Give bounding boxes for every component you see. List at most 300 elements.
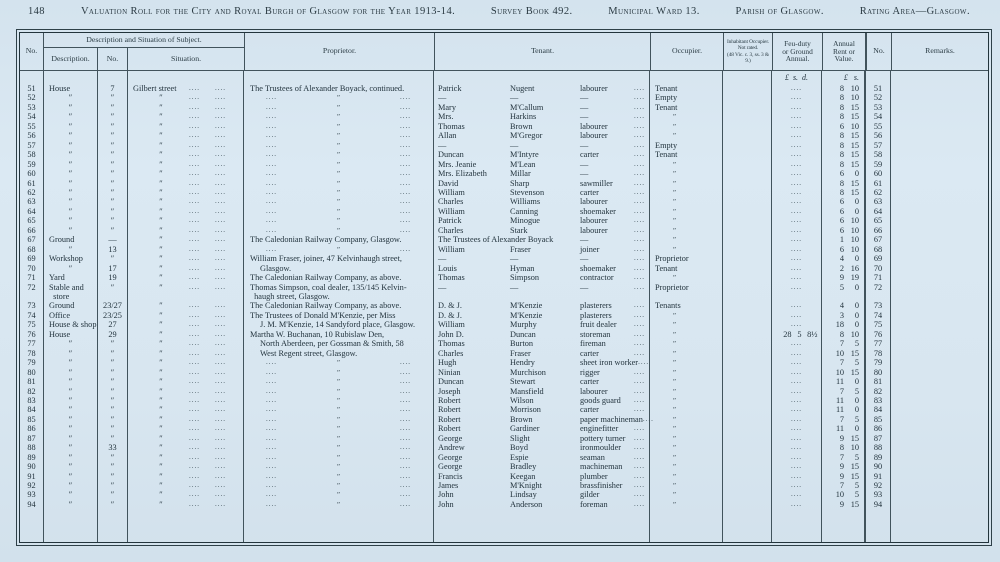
- cell-street-no: 27: [98, 320, 128, 329]
- cell-situation: ″ .... ....: [128, 424, 244, 433]
- dot-leader: ....: [634, 490, 645, 499]
- cell-entry-no-right: 73: [866, 301, 891, 310]
- cell-feu-duty: [772, 472, 822, 481]
- dot-leader: ....: [634, 178, 645, 187]
- cell-occupier: [650, 387, 723, 396]
- proprietor-text: The Caledonian Railway Company, as above.: [250, 273, 402, 283]
- dot-leader: ....: [634, 131, 645, 140]
- dot-leader: ....: [215, 358, 226, 367]
- dot-leader: ....: [215, 367, 226, 376]
- proprietor-ditto: .... ″ ....: [266, 367, 411, 377]
- cell-entry-no-right: 62: [866, 188, 891, 197]
- dot-leader: ....: [189, 424, 200, 433]
- cell-annual-rent: 9 15: [822, 462, 866, 471]
- occupier-ditto: ″: [673, 169, 677, 179]
- cell-tenant: [434, 93, 650, 102]
- cell-description: ″: [44, 179, 98, 188]
- table-row: [20, 358, 988, 367]
- cell-feu-duty: [772, 141, 822, 150]
- dot-leader: ....: [189, 377, 200, 386]
- table-row: [20, 405, 988, 414]
- proprietor-ditto: .... ″ ....: [266, 93, 411, 103]
- cell-situation: ″ .... ....: [128, 481, 244, 490]
- cell-inhabitant-occupier: [723, 320, 772, 329]
- dot-leader: ....: [189, 216, 200, 225]
- cell-proprietor: [244, 443, 434, 452]
- cell-description: ″: [44, 387, 98, 396]
- cell-entry-no-right: 71: [866, 273, 891, 282]
- cell-entry-no-right: 81: [866, 377, 891, 386]
- dot-leader: ....: [215, 244, 226, 253]
- dot-leader: ....: [634, 254, 645, 263]
- dot-leader: ....: [634, 471, 645, 480]
- cell-description: House: [44, 84, 98, 93]
- cell-proprietor: [244, 216, 434, 225]
- cell-annual-rent: 6 10: [822, 122, 866, 131]
- dot-leader: ....: [189, 329, 200, 338]
- tenant-surname: M'Kenzie: [510, 310, 543, 320]
- cell-proprietor: [244, 179, 434, 188]
- cell-street-no: 7: [98, 84, 128, 93]
- cell-feu-duty: [772, 283, 822, 302]
- cell-description: Stable and store: [44, 283, 98, 302]
- cell-situation: ″ .... ....: [128, 387, 244, 396]
- tenant-surname: M'Knight: [510, 481, 542, 491]
- cell-description: ″: [44, 245, 98, 254]
- header-description: Description.: [44, 48, 98, 70]
- cell-feu-duty: [772, 500, 822, 509]
- dot-leader: ....: [634, 348, 645, 357]
- table-row: [20, 226, 988, 235]
- cell-entry-no-right: 51: [866, 84, 891, 93]
- tenant-forename: John D.: [438, 329, 464, 339]
- cell-annual-rent: 7 5: [822, 453, 866, 462]
- tenant-occupation: labourer: [580, 197, 608, 207]
- cell-situation: ″ .... ....: [128, 472, 244, 481]
- table-row: [20, 283, 988, 302]
- dot-leader: ....: [634, 462, 645, 471]
- cell-entry-no-right: 72: [866, 283, 891, 302]
- dot-leader: ....: [189, 178, 200, 187]
- cell-entry-no: 83: [20, 396, 44, 405]
- header-street-no: No.: [98, 48, 128, 70]
- tenant-surname: Fraser: [510, 348, 531, 358]
- dot-leader: ....: [189, 339, 200, 348]
- dot-leader: ....: [791, 377, 802, 386]
- cell-occupier: [650, 434, 723, 443]
- occupier-ditto: ″: [673, 490, 677, 500]
- table-row: [20, 481, 988, 490]
- occupier-ditto: ″: [673, 273, 677, 283]
- occupier-ditto: ″: [673, 367, 677, 377]
- dot-leader: ....: [215, 84, 226, 92]
- cell-situation: ″ .... ....: [128, 150, 244, 159]
- dot-leader: ....: [634, 320, 645, 329]
- cell-entry-no: 53: [20, 103, 44, 112]
- tenant-forename: James: [438, 481, 459, 491]
- cell-entry-no-right: 69: [866, 254, 891, 263]
- cell-street-no: ″: [98, 490, 128, 499]
- cell-situation: ″ .... ....: [128, 226, 244, 235]
- tenant-forename: Patrick: [438, 216, 462, 226]
- tenant-forename: Duncan: [438, 377, 464, 387]
- dot-leader: ....: [189, 490, 200, 499]
- cell-entry-no-right: 59: [866, 160, 891, 169]
- proprietor-text: Glasgow.: [260, 263, 292, 273]
- dot-leader: ....: [215, 216, 226, 225]
- cell-entry-no: 68: [20, 245, 44, 254]
- cell-situation: ″ .... ....: [128, 462, 244, 471]
- dot-leader: ....: [189, 452, 200, 461]
- dot-leader: ....: [634, 121, 645, 130]
- dot-leader: ....: [791, 187, 802, 196]
- cell-occupier: [650, 481, 723, 490]
- tenant-forename: Mrs. Elizabeth: [438, 169, 487, 179]
- tenant-occupation: carter: [580, 377, 599, 387]
- cell-feu-duty: [772, 368, 822, 377]
- tenant-occupation: carter: [580, 150, 599, 160]
- cell-entry-no-right: 78: [866, 349, 891, 358]
- cell-proprietor: [244, 301, 434, 310]
- occupier-status: Empty: [655, 140, 678, 150]
- dot-leader: ....: [215, 443, 226, 452]
- dot-leader: ....: [189, 405, 200, 414]
- dot-leader: ....: [189, 386, 200, 395]
- cell-situation: ″ .... ....: [128, 349, 244, 358]
- dot-leader: ....: [215, 93, 226, 102]
- occupier-ditto: ″: [673, 386, 677, 396]
- tenant-forename: D. & J.: [438, 310, 462, 320]
- cell-remarks: [891, 387, 988, 396]
- table-row: [20, 339, 988, 348]
- occupier-status: Tenant: [655, 102, 678, 112]
- cell-occupier: [650, 169, 723, 178]
- tenant-surname: Morrison: [510, 405, 541, 415]
- cell-remarks: [891, 330, 988, 339]
- table-row: [20, 216, 988, 225]
- dot-leader: ....: [791, 225, 802, 234]
- cell-entry-no-right: 89: [866, 453, 891, 462]
- cell-tenant: [434, 481, 650, 490]
- cell-tenant: [434, 160, 650, 169]
- cell-inhabitant-occupier: [723, 396, 772, 405]
- cell-occupier: [650, 415, 723, 424]
- cell-remarks: [891, 500, 988, 509]
- cell-tenant: [434, 405, 650, 414]
- cell-entry-no: 92: [20, 481, 44, 490]
- tenant-surname: Hyman: [510, 263, 535, 273]
- cell-entry-no: 54: [20, 112, 44, 121]
- cell-entry-no-right: 94: [866, 500, 891, 509]
- cell-description: ″: [44, 122, 98, 131]
- cell-occupier: [650, 301, 723, 310]
- tenant-surname: Nugent: [510, 84, 535, 93]
- cell-tenant: [434, 188, 650, 197]
- tenant-surname: Hendry: [510, 358, 535, 368]
- header-feu-duty: Feu-duty or Ground Annual.: [773, 33, 823, 70]
- cell-remarks: [891, 160, 988, 169]
- tenant-forename: Charles: [438, 225, 464, 235]
- tenant-occupation: plasterers: [580, 310, 612, 320]
- cell-occupier: [650, 453, 723, 462]
- cell-entry-no-right: 86: [866, 424, 891, 433]
- cell-description: Yard: [44, 273, 98, 282]
- valuation-table-frame: [16, 29, 992, 546]
- proprietor-ditto: .... ″ ....: [266, 150, 411, 160]
- header-description-group: [44, 33, 245, 70]
- dot-leader: ....: [634, 282, 645, 291]
- occupier-ditto: ″: [673, 159, 677, 169]
- tenant-occupation: shoemaker: [580, 206, 616, 216]
- dot-leader: ....: [215, 377, 226, 386]
- cell-remarks: [891, 415, 988, 424]
- cell-proprietor: [244, 490, 434, 499]
- table-row: [20, 500, 988, 509]
- cell-street-no: ″: [98, 500, 128, 509]
- cell-occupier: [650, 368, 723, 377]
- header-no: No.: [20, 33, 44, 70]
- dot-leader: ....: [634, 386, 645, 395]
- cell-entry-no-right: 66: [866, 226, 891, 235]
- cell-feu-duty: [772, 424, 822, 433]
- tenant-occupation: paper machineman: [580, 414, 643, 424]
- dot-leader: ....: [189, 263, 200, 272]
- cell-tenant: [434, 103, 650, 112]
- table-row: [20, 235, 988, 244]
- tenant-forename: Robert: [438, 414, 461, 424]
- cell-proprietor: [244, 93, 434, 102]
- cell-description: ″: [44, 188, 98, 197]
- cell-description: House & shop: [44, 320, 98, 329]
- dot-leader: ....: [215, 225, 226, 234]
- dot-leader: ....: [634, 405, 645, 414]
- cell-feu-duty: [772, 197, 822, 206]
- cell-annual-rent: 8 15: [822, 160, 866, 169]
- dot-leader: ....: [634, 169, 645, 178]
- tenant-occupation: seaman: [580, 452, 605, 462]
- table-row: [20, 472, 988, 481]
- cell-inhabitant-occupier: [723, 415, 772, 424]
- cell-entry-no: 77: [20, 339, 44, 348]
- cell-remarks: [891, 122, 988, 131]
- cell-description: ″: [44, 112, 98, 121]
- cell-tenant: [434, 150, 650, 159]
- cell-proprietor: [244, 415, 434, 424]
- cell-tenant: [434, 387, 650, 396]
- cell-occupier: [650, 179, 723, 188]
- table-row: [20, 462, 988, 471]
- tenant-surname: Murchison: [510, 367, 546, 377]
- cell-remarks: [891, 377, 988, 386]
- dot-leader: ....: [189, 112, 200, 121]
- cell-tenant: [434, 453, 650, 462]
- cell-feu-duty: [772, 150, 822, 159]
- dot-leader: ....: [215, 263, 226, 272]
- dot-leader: ....: [215, 499, 226, 508]
- cell-occupier: [650, 150, 723, 159]
- cell-entry-no: 69: [20, 254, 44, 263]
- cell-entry-no-right: 93: [866, 490, 891, 499]
- tenant-forename: Mrs. Jeanie: [438, 159, 477, 169]
- cell-proprietor: [244, 472, 434, 481]
- cell-annual-rent: 4 0: [822, 254, 866, 263]
- cell-feu-duty: [772, 311, 822, 320]
- proprietor-text: J. M. M'Kenzie, 14 Sandyford place, Glasgow.: [260, 320, 416, 330]
- occupier-ditto: ″: [673, 433, 677, 443]
- cell-entry-no: 89: [20, 453, 44, 462]
- dot-leader: ....: [189, 140, 200, 149]
- table-row: [20, 179, 988, 188]
- occupier-ditto: ″: [673, 131, 677, 141]
- dot-leader: ....: [634, 187, 645, 196]
- cell-remarks: [891, 131, 988, 140]
- cell-occupier: [650, 216, 723, 225]
- tenant-surname: Keegan: [510, 471, 536, 481]
- occupier-ditto: ″: [673, 178, 677, 188]
- table-row: [20, 320, 988, 329]
- proprietor-ditto: .... ″ ....: [266, 358, 411, 368]
- cell-entry-no: 66: [20, 226, 44, 235]
- cell-feu-duty: [772, 254, 822, 263]
- cell-remarks: [891, 301, 988, 310]
- cell-situation: ″ .... ....: [128, 141, 244, 150]
- dot-leader: ....: [189, 367, 200, 376]
- occupier-ditto: ″: [673, 329, 677, 339]
- cell-feu-duty: [772, 405, 822, 414]
- tenant-occupation: storeman: [580, 329, 611, 339]
- cell-description: ″: [44, 500, 98, 509]
- dot-leader: ....: [634, 93, 645, 102]
- cell-occupier: [650, 235, 723, 244]
- cell-occupier: [650, 197, 723, 206]
- proprietor-text: William Fraser, joiner, 47 Kelvinhaugh street,: [250, 254, 402, 264]
- cell-description: ″: [44, 150, 98, 159]
- occupier-ditto: ″: [673, 414, 677, 424]
- dot-leader: ....: [215, 481, 226, 490]
- cell-remarks: [891, 197, 988, 206]
- cell-inhabitant-occupier: [723, 226, 772, 235]
- cell-street-no: ″: [98, 377, 128, 386]
- tenant-occupation: —: [580, 254, 589, 264]
- cell-remarks: [891, 368, 988, 377]
- dot-leader: ....: [215, 282, 226, 291]
- occupier-ditto: ″: [673, 197, 677, 207]
- cell-proprietor: [244, 387, 434, 396]
- cell-remarks: [891, 273, 988, 282]
- cell-street-no: ″: [98, 179, 128, 188]
- cell-entry-no-right: 60: [866, 169, 891, 178]
- dot-leader: ....: [634, 263, 645, 272]
- dot-leader: ....: [634, 84, 645, 92]
- cell-occupier: [650, 264, 723, 273]
- cell-street-no: —: [98, 235, 128, 244]
- cell-remarks: [891, 311, 988, 320]
- cell-inhabitant-occupier: [723, 216, 772, 225]
- dot-leader: ....: [634, 225, 645, 234]
- tenant-forename: Robert: [438, 424, 461, 434]
- tenant-surname: Wilson: [510, 395, 534, 405]
- cell-entry-no: 60: [20, 169, 44, 178]
- cell-entry-no-right: 56: [866, 131, 891, 140]
- proprietor-text: The Caledonian Railway Company, Glasgow.: [250, 235, 402, 245]
- tenant-occupation: shoemaker: [580, 263, 616, 273]
- cell-situation: ″ .... ....: [128, 103, 244, 112]
- table-row: [20, 188, 988, 197]
- cell-inhabitant-occupier: [723, 358, 772, 367]
- cell-feu-duty: [772, 207, 822, 216]
- cell-description: ″: [44, 405, 98, 414]
- cell-inhabitant-occupier: [723, 141, 772, 150]
- tenant-occupation: sawmiller: [580, 178, 613, 188]
- cell-description: ″: [44, 462, 98, 471]
- table-body: [20, 84, 988, 542]
- cell-annual-rent: 8 15: [822, 112, 866, 121]
- cell-feu-duty: [772, 103, 822, 112]
- dot-leader: ....: [791, 367, 802, 376]
- cell-inhabitant-occupier: [723, 264, 772, 273]
- cell-inhabitant-occupier: [723, 311, 772, 320]
- tenant-forename: Mrs.: [438, 112, 454, 122]
- dot-leader: ....: [634, 452, 645, 461]
- cell-inhabitant-occupier: [723, 330, 772, 339]
- cell-street-no: ″: [98, 358, 128, 367]
- dot-leader: ....: [638, 358, 650, 367]
- dot-leader: ....: [791, 320, 802, 329]
- cell-tenant: [434, 216, 650, 225]
- cell-occupier: [650, 103, 723, 112]
- tenant-surname: Fraser: [510, 244, 531, 254]
- cell-description: ″: [44, 141, 98, 150]
- cell-occupier: [650, 349, 723, 358]
- cell-proprietor: [244, 226, 434, 235]
- cell-situation: ″ .... ....: [128, 197, 244, 206]
- cell-inhabitant-occupier: [723, 169, 772, 178]
- cell-inhabitant-occupier: [723, 434, 772, 443]
- cell-occupier: [650, 131, 723, 140]
- cell-remarks: [891, 254, 988, 263]
- dot-leader: ....: [791, 462, 802, 471]
- tenant-surname: Murphy: [510, 320, 537, 330]
- cell-proprietor: [244, 112, 434, 121]
- dot-leader: ....: [215, 178, 226, 187]
- proprietor-ditto: .... ″ ....: [266, 244, 411, 254]
- cell-annual-rent: 5 0: [822, 283, 866, 302]
- cell-tenant: [434, 311, 650, 320]
- proprietor-ditto: .... ″ ....: [266, 102, 411, 112]
- cell-tenant: [434, 207, 650, 216]
- dot-leader: ....: [634, 197, 645, 206]
- tenant-forename: George: [438, 462, 463, 472]
- occupier-status: Proprietor: [655, 254, 689, 264]
- dot-leader: ....: [634, 140, 645, 149]
- tenant-occupation: —: [580, 112, 589, 122]
- cell-feu-duty: [772, 216, 822, 225]
- dot-leader: ....: [215, 310, 226, 319]
- cell-description: ″: [44, 443, 98, 452]
- cell-proprietor: [244, 254, 434, 263]
- tenant-surname: Brown: [510, 121, 533, 131]
- cell-inhabitant-occupier: [723, 84, 772, 93]
- cell-entry-no: 55: [20, 122, 44, 131]
- tenant-forename: William: [438, 244, 465, 254]
- occupier-ditto: ″: [673, 499, 677, 509]
- dot-leader: ....: [791, 282, 802, 291]
- proprietor-ditto: .... ″ ....: [266, 462, 411, 472]
- dot-leader: ....: [215, 424, 226, 433]
- cell-feu-duty: [772, 226, 822, 235]
- cell-annual-rent: 11 0: [822, 377, 866, 386]
- dot-leader: ....: [215, 187, 226, 196]
